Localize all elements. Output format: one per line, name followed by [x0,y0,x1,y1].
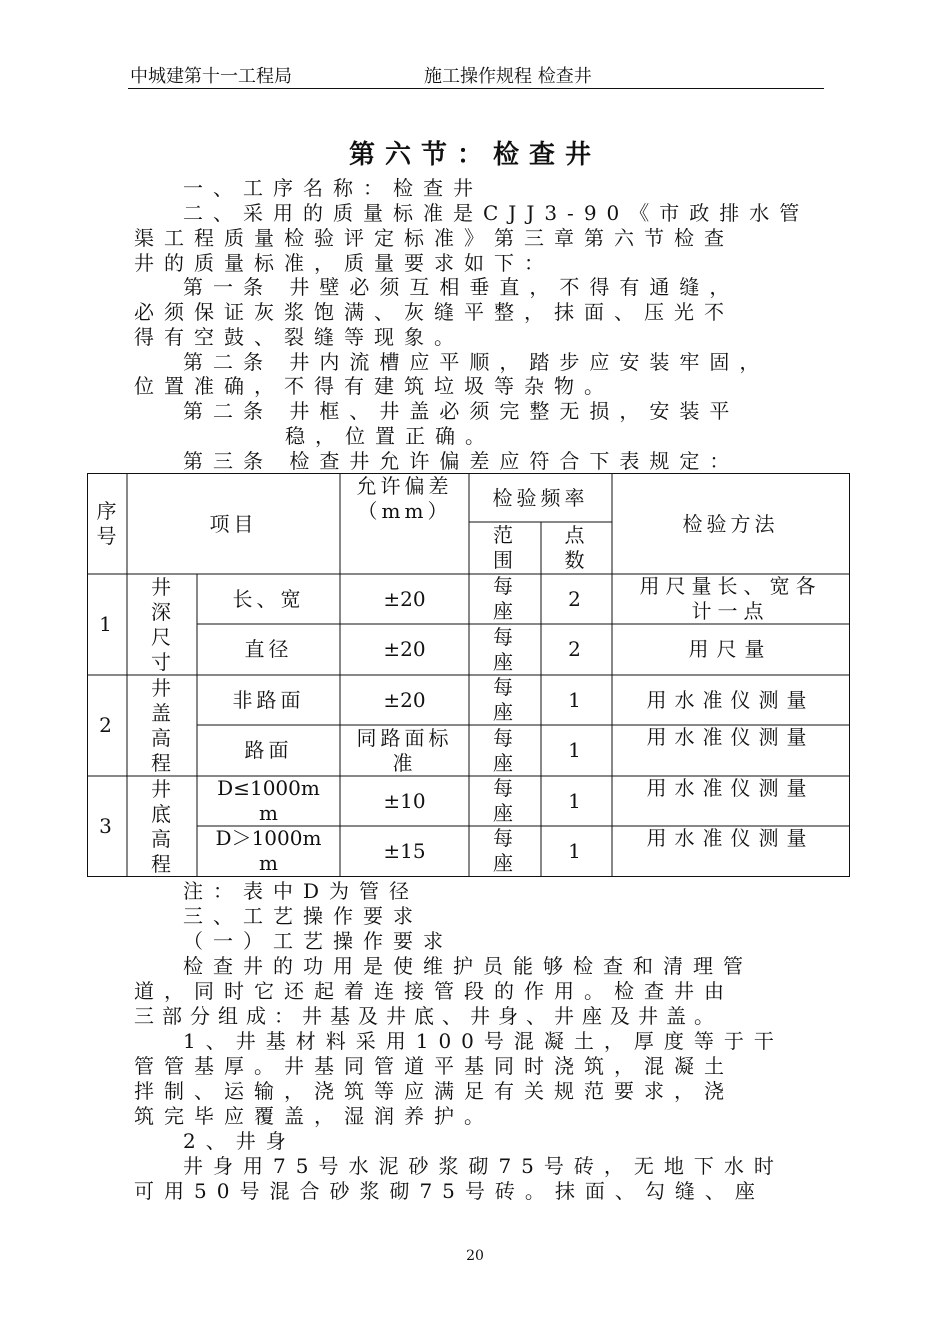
row-range: 每座 [493,624,517,674]
body-line: 井身用75号水泥砂浆砌75号砖，无地下水时 [183,1154,784,1178]
body-line: 第一条 井壁必须互相垂直，不得有通缝， [183,275,740,299]
header-range: 范围 [493,523,517,572]
body-line: 检查井的功用是使维护员能够检查和清理管 [183,954,753,978]
body-line: 渠工程质量检验评定标准》第三章第六节检查 [134,226,734,250]
row-points: 1 [568,738,585,762]
group-name: 井深尺寸 [151,574,175,674]
header-points: 点数 [564,523,589,572]
row-points: 2 [568,586,585,611]
row-item: D≤1000mm [217,776,320,825]
header-item: 项目 [209,511,258,536]
body-line: 注：表中D为管径 [183,879,420,903]
row-range: 每座 [493,574,517,623]
row-tolerance: ±20 [383,586,426,611]
header-method: 检验方法 [682,511,779,536]
row-tolerance: ±10 [383,788,426,813]
body-line: 三部分组成：井基及井底、井身、井座及井盖。 [134,1004,722,1028]
row-tolerance: ±20 [383,687,426,712]
row-tolerance: ±20 [383,637,426,661]
body-line: 第三条 检查井允许偏差应符合下表规定： [183,449,740,473]
row-method: 用水准仪测量 [646,687,815,712]
group-no: 2 [99,713,116,737]
row-points: 2 [568,637,585,661]
header-frequency: 检验频率 [492,485,589,510]
row-range: 每座 [493,725,517,775]
header-org: 中城建第十一工程局 [130,66,292,87]
body-line: 得有空鼓、裂缝等现象。 [134,325,464,349]
row-tolerance: ±15 [383,838,426,863]
page-number: 20 [466,1248,484,1264]
row-method: 用尺量长、宽各计一点 [639,574,822,623]
group-no: 3 [99,814,116,838]
body-line: 二、采用的质量标准是CJJ3-90《市政排水管 [183,201,810,225]
row-method: 用水准仪测量 [646,826,815,850]
body-line: 位置准确，不得有建筑垃圾等杂物。 [134,374,614,398]
body-line: 筑完毕应覆盖，湿润养护。 [134,1104,494,1128]
row-item: 直径 [244,637,293,661]
section-title: 第六节：检查井 [348,140,601,170]
row-range: 每座 [493,826,517,875]
group-no: 1 [99,612,116,636]
row-points: 1 [568,838,585,863]
body-line: 1、井基材料采用100号混凝土，厚度等于干 [183,1029,784,1053]
body-line: 稳，位置正确。 [285,424,495,448]
body-line: 井的质量标准，质量要求如下： [134,251,554,275]
row-range: 每座 [493,675,517,724]
row-method: 用尺量 [688,637,773,661]
header-rule [128,88,824,89]
row-points: 1 [568,788,585,813]
body-line: 第二条 井内流槽应平顺，踏步应安装牢固， [183,350,770,374]
header-tolerance: 允许偏差（mm） [356,474,453,523]
row-method: 用水准仪测量 [646,776,815,800]
row-item: 非路面 [232,687,305,712]
body-line: 拌制、运输，浇筑等应满足有关规范要求，浇 [134,1079,734,1103]
row-item: D＞1000mm [215,826,322,875]
header-doc-title: 施工操作规程 检查井 [424,66,592,87]
header-seq: 序号 [96,499,121,548]
body-line: 可用50号混合砂浆砌75号砖。抹面、勾缝、座 [134,1179,765,1203]
row-range: 每座 [493,776,517,825]
body-line: （一）工艺操作要求 [183,929,453,953]
body-line: 第二条 井框、井盖必须完整无损，安装平 [183,399,740,423]
row-method: 用水准仪测量 [646,725,815,749]
body-line: 2、井身 [183,1129,296,1153]
body-line: 道，同时它还起着连接管段的作用。检查井由 [134,979,734,1003]
tolerance-table [87,473,850,877]
group-name: 井盖高程 [151,675,175,775]
row-item: 长、宽 [232,586,305,611]
body-line: 必须保证灰浆饱满、灰缝平整，抹面、压光不 [134,300,734,324]
body-line: 一、工序名称：检查井 [183,176,483,200]
row-item: 路面 [244,738,293,762]
group-name: 井底高程 [151,776,175,876]
row-points: 1 [568,687,585,712]
row-tolerance: 同路面标准 [356,725,453,775]
body-line: 三、工艺操作要求 [183,904,423,928]
body-line: 管管基厚。井基同管道平基同时浇筑，混凝土 [134,1054,734,1078]
